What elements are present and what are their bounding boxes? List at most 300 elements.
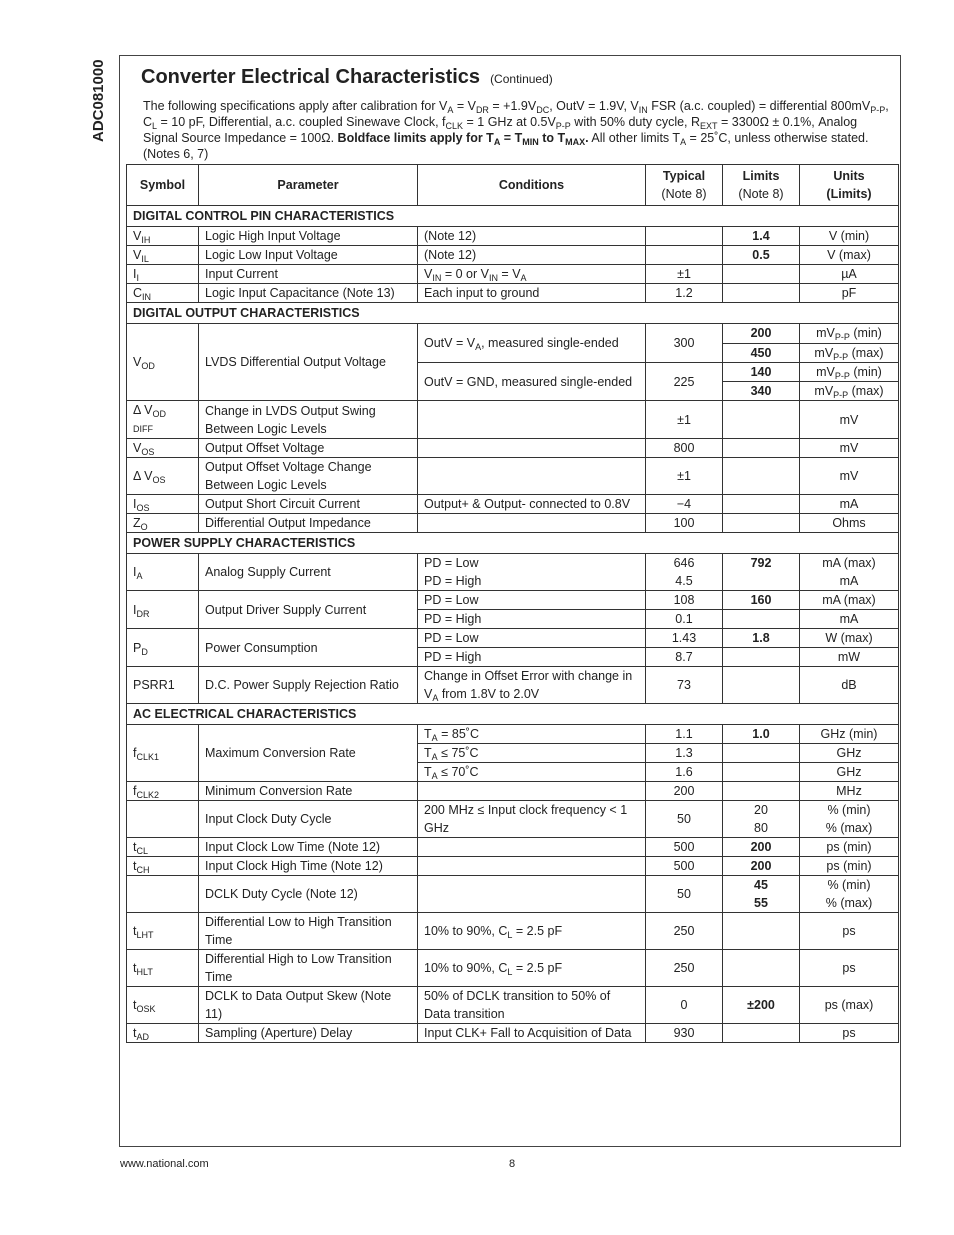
table-cell <box>418 950 646 987</box>
table-row <box>127 439 899 458</box>
table-cell <box>418 725 646 744</box>
text-fragment: FSR (a.c. coupled) = differential 800mV <box>647 99 871 113</box>
text-fragment: V <box>133 248 142 262</box>
text-fragment: MIN <box>522 137 539 147</box>
table-row <box>127 458 899 495</box>
table-cell <box>127 987 199 1024</box>
text-fragment: I <box>133 497 137 511</box>
text-fragment: = 3300Ω ± 0.1%, Analog Signal Source Impedance = 100Ω. <box>143 115 858 145</box>
text-fragment: OS <box>141 447 155 457</box>
table-cell: Logic Low Input Voltage <box>199 246 418 265</box>
text-fragment: DR <box>136 608 150 619</box>
table-cell <box>418 913 646 950</box>
table-cell: Output Short Circuit Current <box>199 495 418 514</box>
text-fragment: = 25˚C, unless otherwise stated. (Notes 6, 7) <box>143 131 869 161</box>
table-cell: 8.7 <box>646 648 723 667</box>
table-cell: mV <box>800 458 899 495</box>
text-fragment: I <box>133 565 137 579</box>
table-cell <box>646 227 723 246</box>
table-cell <box>127 495 199 514</box>
table-cell: 225 <box>646 363 723 401</box>
text-fragment: T <box>424 765 432 779</box>
table-cell: mV <box>800 401 899 439</box>
table-cell: (Note 12) <box>418 227 646 246</box>
text-fragment: A <box>447 105 454 115</box>
text-fragment: t <box>133 998 137 1012</box>
table-cell: ps (min) <box>800 838 899 857</box>
table-cell: 340 <box>723 382 800 401</box>
table-cell: OutV = GND, measured single-ended <box>418 363 646 401</box>
text-fragment: ≤ 75˚C <box>437 746 479 760</box>
header-symbol: Symbol <box>127 165 199 206</box>
text-fragment: (Limits) <box>826 187 872 201</box>
text-fragment: A <box>520 273 527 283</box>
table-row <box>127 782 899 801</box>
text-fragment: , OutV = 1.9V, V <box>549 99 639 113</box>
text-fragment: to T <box>538 131 566 145</box>
table-cell: −4 <box>646 495 723 514</box>
section-row <box>127 704 899 725</box>
table-cell: ps <box>800 913 899 950</box>
table-cell: ps (min) <box>800 857 899 876</box>
text-fragment: % (min) <box>827 878 871 892</box>
intro-paragraph <box>143 98 893 162</box>
table-cell: 250 <box>646 913 723 950</box>
table-cell <box>723 265 800 284</box>
text-fragment <box>338 131 589 145</box>
table-cell <box>800 324 899 344</box>
table-cell: mA (max) <box>800 591 899 610</box>
text-fragment: P-P <box>833 351 849 362</box>
text-fragment: A <box>475 342 482 352</box>
table-cell: 1.6 <box>646 763 723 782</box>
text-fragment: OS <box>136 503 150 513</box>
table-cell <box>127 857 199 876</box>
table-cell <box>418 667 646 704</box>
table-cell: GHz (min) <box>800 725 899 744</box>
text-fragment: IN <box>488 273 498 283</box>
text-fragment: V <box>133 441 142 455</box>
text-fragment: % (max) <box>825 821 873 835</box>
text-fragment: L <box>507 967 513 977</box>
text-fragment: L <box>152 121 158 131</box>
text-fragment: = V <box>453 99 476 113</box>
table-row <box>127 401 899 439</box>
table-cell: ps <box>800 950 899 987</box>
text-fragment: OSK <box>136 1004 156 1014</box>
text-fragment: MAX <box>565 137 586 147</box>
table-row <box>127 495 899 514</box>
text-fragment: A <box>680 137 687 147</box>
text-fragment: CH <box>136 865 150 875</box>
table-cell: 100 <box>646 514 723 533</box>
title-text: Converter Electrical Characteristics <box>141 66 481 88</box>
table-cell <box>418 554 646 591</box>
part-number-side-label <box>86 60 110 160</box>
table-cell <box>646 554 723 591</box>
table-cell <box>800 382 899 401</box>
table-cell: Input Current <box>199 265 418 284</box>
table-row <box>127 591 899 610</box>
text-fragment: I <box>133 602 137 617</box>
table-cell <box>418 401 646 439</box>
table-cell: 73 <box>646 667 723 704</box>
table-cell <box>723 514 800 533</box>
text-fragment: (max) <box>848 384 884 398</box>
text-fragment: A <box>431 752 438 762</box>
table-cell <box>127 284 199 303</box>
text-fragment: P-P <box>834 371 850 381</box>
text-fragment: from 1.8V to 2.0V <box>438 687 540 701</box>
table-cell: Ohms <box>800 514 899 533</box>
table-cell <box>800 876 899 913</box>
section-row <box>127 206 899 227</box>
table-row <box>127 284 899 303</box>
table-cell <box>127 324 199 401</box>
text-fragment: 646 <box>673 556 695 570</box>
text-fragment: OS <box>152 475 166 485</box>
text-fragment: = 2.5 pF <box>512 961 563 975</box>
part-number-text: ADC081000 <box>90 59 107 142</box>
table-cell <box>127 514 199 533</box>
table-cell: 930 <box>646 1024 723 1043</box>
table-cell: 0.1 <box>646 610 723 629</box>
text-fragment: t <box>133 840 137 854</box>
text-fragment: EXT <box>700 121 718 131</box>
table-cell: 50 <box>646 876 723 913</box>
table-cell: 1.3 <box>646 744 723 763</box>
table-cell <box>723 648 800 667</box>
table-cell: 200 <box>723 838 800 857</box>
table-cell: 160 <box>723 591 800 610</box>
text-fragment: PD = High <box>424 574 482 588</box>
text-fragment: 4.5 <box>675 574 693 588</box>
text-fragment: = T <box>500 131 523 145</box>
text-fragment: Limits <box>742 169 780 183</box>
text-fragment: (Note 8) <box>738 187 784 201</box>
table-cell: ±1 <box>646 458 723 495</box>
table-cell: ±1 <box>646 265 723 284</box>
text-fragment: mA (max) <box>822 556 876 570</box>
table-cell: Input Clock Low Time (Note 12) <box>199 838 418 857</box>
table-cell: 200 MHz ≤ Input clock frequency < 1 GHz <box>418 801 646 838</box>
text-fragment: CLK1 <box>136 752 159 762</box>
text-fragment: A <box>493 137 501 147</box>
text-fragment: mV <box>814 345 834 360</box>
table-cell: W (max) <box>800 629 899 648</box>
table-cell: DCLK Duty Cycle (Note 12) <box>199 876 418 913</box>
table-cell <box>127 554 199 591</box>
text-fragment: OD <box>152 409 166 419</box>
text-fragment: % (max) <box>825 896 873 910</box>
section-row <box>127 533 899 554</box>
text-fragment: = 1 GHz at 0.5V <box>463 115 556 129</box>
text-fragment: % (min) <box>827 803 871 817</box>
text-fragment: CLK2 <box>136 790 159 800</box>
table-cell <box>418 514 646 533</box>
table-cell: Each input to ground <box>418 284 646 303</box>
table-cell <box>127 458 199 495</box>
table-cell: 50% of DCLK transition to 50% of Data transition <box>418 987 646 1024</box>
text-fragment: ≤ 70˚C <box>437 765 479 779</box>
section-row <box>127 303 899 324</box>
table-cell: 300 <box>646 324 723 363</box>
table-cell: 500 <box>646 838 723 857</box>
table-cell: Minimum Conversion Rate <box>199 782 418 801</box>
text-fragment: A <box>431 733 438 743</box>
table-cell <box>127 439 199 458</box>
table-cell: 50 <box>646 801 723 838</box>
text-fragment: t <box>133 859 137 873</box>
table-cell <box>723 439 800 458</box>
footer-page-number: 8 <box>509 1158 516 1170</box>
text-fragment: A <box>136 571 143 581</box>
table-row <box>127 1024 899 1043</box>
table-cell: PD = Low <box>418 629 646 648</box>
table-cell: ±1 <box>646 401 723 439</box>
table-row <box>127 838 899 857</box>
table-cell <box>418 782 646 801</box>
text-fragment: 45 <box>754 878 768 892</box>
text-fragment: All other limits T <box>588 131 681 145</box>
table-cell <box>723 284 800 303</box>
table-cell: Input CLK+ Fall to Acquisition of Data <box>418 1024 646 1043</box>
table-cell <box>723 763 800 782</box>
table-row <box>127 987 899 1024</box>
table-cell: Change in LVDS Output Swing Between Logic Levels <box>199 401 418 439</box>
text-fragment: LHT <box>136 930 154 940</box>
text-fragment: DC <box>536 105 550 115</box>
text-fragment: V <box>133 229 142 243</box>
text-fragment: (Note 8) <box>661 187 707 201</box>
text-fragment: t <box>133 961 137 975</box>
table-cell: 450 <box>723 343 800 363</box>
footer-website: www.national.com <box>120 1158 209 1170</box>
text-fragment: O <box>140 522 148 532</box>
table-cell: 1.43 <box>646 629 723 648</box>
text-fragment: = 2.5 pF <box>512 924 563 938</box>
table-row <box>127 554 899 591</box>
table-row <box>127 246 899 265</box>
text-fragment: Δ V <box>133 469 153 483</box>
table-row <box>127 667 899 704</box>
text-fragment: A <box>431 771 438 781</box>
table-cell <box>723 458 800 495</box>
text-fragment: (max) <box>848 345 884 360</box>
text-fragment: (min) <box>849 365 882 379</box>
table-cell: 108 <box>646 591 723 610</box>
table-cell: D.C. Power Supply Rejection Ratio <box>199 667 418 704</box>
table-cell <box>127 876 199 913</box>
table-cell <box>418 324 646 363</box>
table-cell <box>127 629 199 667</box>
table-cell: ps (max) <box>800 987 899 1024</box>
page-title <box>141 66 553 89</box>
table-row <box>127 725 899 744</box>
table-cell: dB <box>800 667 899 704</box>
table-cell: V (max) <box>800 246 899 265</box>
text-fragment: OutV = V <box>424 336 476 350</box>
table-cell <box>127 1024 199 1043</box>
table-cell <box>800 363 899 382</box>
table-row <box>127 801 899 838</box>
table-cell <box>418 458 646 495</box>
table-row <box>127 324 899 344</box>
text-fragment: Change in Offset Error with change in V <box>424 669 633 701</box>
text-fragment: . <box>585 131 589 145</box>
text-fragment: Typical <box>662 169 706 183</box>
table-cell <box>646 246 723 265</box>
table-cell <box>723 401 800 439</box>
table-cell: Differential Output Impedance <box>199 514 418 533</box>
table-cell: 200 <box>646 782 723 801</box>
table-cell <box>800 343 899 363</box>
table-cell: µA <box>800 265 899 284</box>
text-fragment: P-P <box>834 332 850 343</box>
text-fragment: Units <box>833 169 865 183</box>
table-cell <box>127 265 199 284</box>
text-fragment: IL <box>141 254 149 264</box>
text-fragment: I <box>133 267 137 281</box>
table-cell <box>418 838 646 857</box>
table-cell <box>127 913 199 950</box>
table-cell <box>723 1024 800 1043</box>
text-fragment: = V <box>497 267 521 281</box>
table-cell <box>723 782 800 801</box>
text-fragment: IH <box>141 235 151 245</box>
table-cell: mA <box>800 610 899 629</box>
text-fragment: I <box>136 273 139 283</box>
table-cell: PD = High <box>418 610 646 629</box>
text-fragment: = 0 or V <box>441 267 489 281</box>
table-cell: mW <box>800 648 899 667</box>
text-fragment: = 85˚C <box>437 727 479 741</box>
text-fragment: 10% to 90%, C <box>424 961 508 975</box>
table-cell <box>127 401 199 439</box>
table-row <box>127 876 899 913</box>
table-cell: V (min) <box>800 227 899 246</box>
spec-table <box>126 164 899 1043</box>
table-cell: 1.2 <box>646 284 723 303</box>
text-fragment: PD = Low <box>424 556 479 570</box>
text-fragment: 80 <box>754 821 768 835</box>
table-cell: PD = High <box>418 648 646 667</box>
table-row <box>127 913 899 950</box>
header-typical <box>646 165 723 206</box>
table-cell: ±200 <box>723 987 800 1024</box>
table-cell <box>418 857 646 876</box>
text-fragment: mV <box>816 326 835 341</box>
table-row <box>127 227 899 246</box>
table-cell: 0 <box>646 987 723 1024</box>
table-cell: 250 <box>646 950 723 987</box>
table-cell: AC ELECTRICAL CHARACTERISTICS <box>127 704 899 725</box>
table-cell: 200 <box>723 324 800 344</box>
table-cell: 500 <box>646 857 723 876</box>
table-cell: Logic Input Capacitance (Note 13) <box>199 284 418 303</box>
text-fragment: mV <box>816 365 835 379</box>
text-fragment: = +1.9V <box>488 99 537 113</box>
table-cell: DCLK to Data Output Skew (Note 11) <box>199 987 418 1024</box>
text-fragment: , C <box>143 99 889 129</box>
table-cell: (Note 12) <box>418 246 646 265</box>
text-fragment: f <box>133 784 137 798</box>
table-cell: Analog Supply Current <box>199 554 418 591</box>
table-cell: Maximum Conversion Rate <box>199 725 418 782</box>
text-fragment: OD <box>141 361 155 371</box>
table-cell: mV <box>800 439 899 458</box>
table-cell: Power Consumption <box>199 629 418 667</box>
table-cell <box>418 876 646 913</box>
header-parameter: Parameter <box>199 165 418 206</box>
table-cell <box>127 838 199 857</box>
text-fragment: CL <box>136 846 148 856</box>
table-cell: 800 <box>646 439 723 458</box>
table-cell <box>418 439 646 458</box>
table-cell <box>127 725 199 782</box>
table-cell: 1.0 <box>723 725 800 744</box>
header-conditions: Conditions <box>418 165 646 206</box>
text-fragment: DIFF <box>133 424 153 434</box>
text-fragment: CLK <box>445 121 464 131</box>
text-fragment: 55 <box>754 896 768 910</box>
table-cell <box>800 554 899 591</box>
table-cell: pF <box>800 284 899 303</box>
text-fragment: D <box>141 646 148 657</box>
table-cell <box>127 591 199 629</box>
table-cell <box>418 744 646 763</box>
text-fragment: T <box>424 727 432 741</box>
table-cell: 1.4 <box>723 227 800 246</box>
table-cell <box>723 950 800 987</box>
table-cell: Differential Low to High Transition Time <box>199 913 418 950</box>
table-cell: Output Offset Voltage Change Between Logic Levels <box>199 458 418 495</box>
table-cell <box>723 610 800 629</box>
table-row <box>127 950 899 987</box>
table-cell: LVDS Differential Output Voltage <box>199 324 418 401</box>
text-fragment: P <box>133 640 142 655</box>
table-row <box>127 265 899 284</box>
table-cell <box>127 227 199 246</box>
table-cell <box>723 667 800 704</box>
text-fragment: t <box>133 924 137 938</box>
table-cell <box>723 913 800 950</box>
table-cell: DIGITAL CONTROL PIN CHARACTERISTICS <box>127 206 899 227</box>
table-cell: MHz <box>800 782 899 801</box>
text-fragment: Δ V <box>133 403 153 417</box>
table-cell: GHz <box>800 744 899 763</box>
table-cell: Output+ & Output- connected to 0.8V <box>418 495 646 514</box>
table-cell: Logic High Input Voltage <box>199 227 418 246</box>
table-cell: 140 <box>723 363 800 382</box>
table-cell: 200 <box>723 857 800 876</box>
table-cell <box>418 763 646 782</box>
text-fragment: IN <box>142 292 152 302</box>
table-cell: 1.1 <box>646 725 723 744</box>
table-cell <box>723 495 800 514</box>
table-cell: ps <box>800 1024 899 1043</box>
table-cell: mA <box>800 495 899 514</box>
text-fragment: IN <box>432 273 442 283</box>
text-fragment: P-P <box>870 105 886 115</box>
text-fragment: Boldface limits apply for T <box>337 131 494 145</box>
table-cell <box>723 876 800 913</box>
text-fragment: The following specifications apply after calibration for V <box>143 99 448 113</box>
text-fragment: T <box>424 746 432 760</box>
table-cell: PD = Low <box>418 591 646 610</box>
text-fragment: t <box>133 1026 137 1040</box>
table-cell <box>800 801 899 838</box>
